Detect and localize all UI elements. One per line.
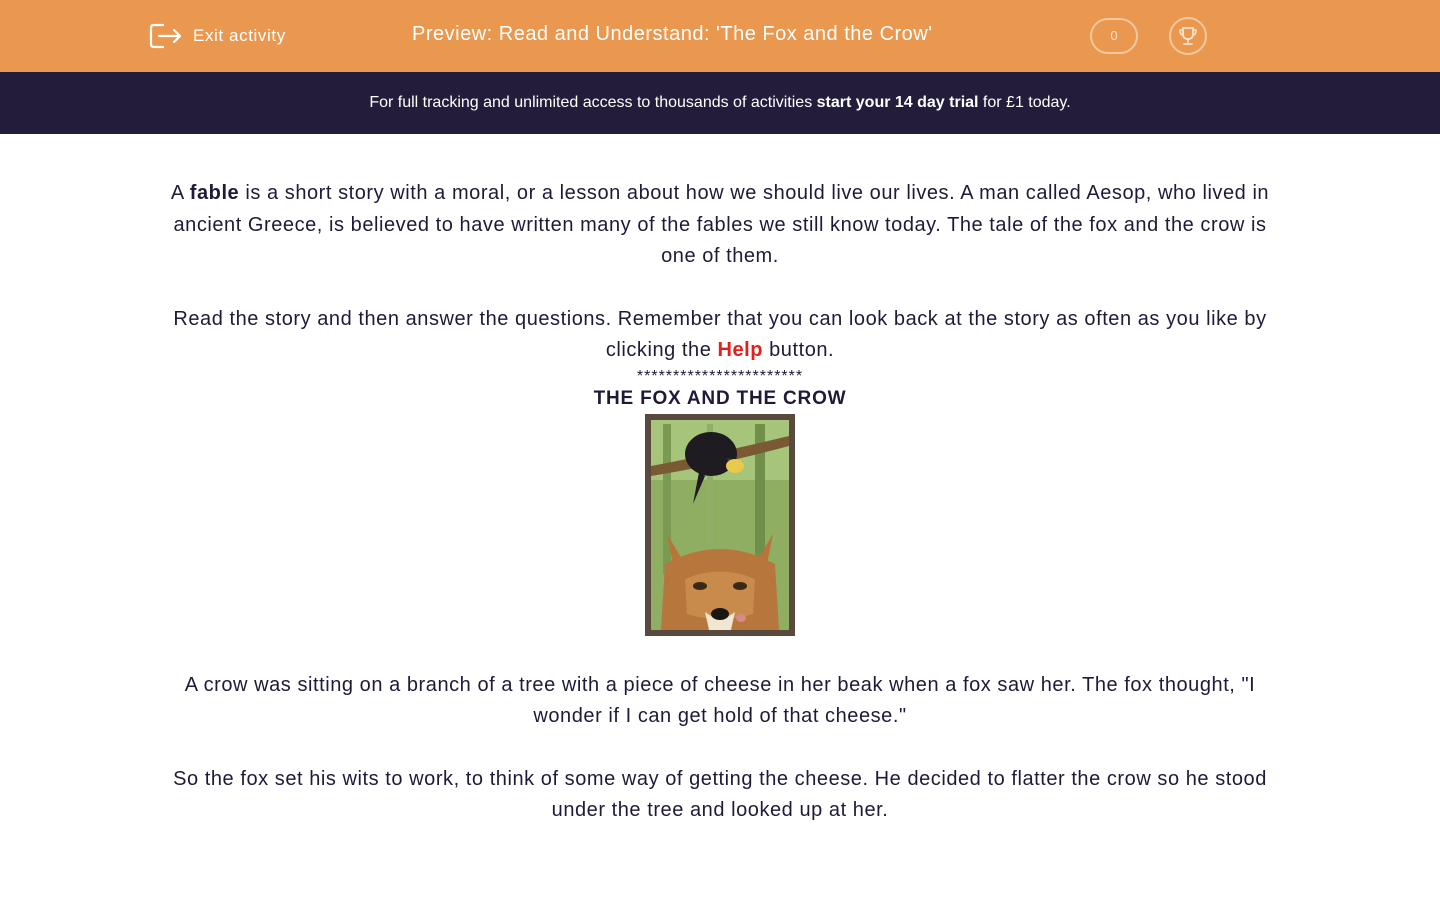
trophy-icon: [1177, 25, 1199, 47]
trial-link[interactable]: start your 14 day trial: [816, 94, 979, 111]
page-title: Preview: Read and Understand: 'The Fox and the Crow': [412, 23, 933, 45]
instructions-paragraph: [160, 304, 1280, 367]
story-paragraph-1: A crow was sitting on a branch of a tree with a piece of cheese in her beak when a fox saw her. The fox thought, "I wonder if I can get hold of that cheese.": [184, 673, 1256, 727]
instructions-text: Read the story and then answer the questions. Remember that you can look back at the story as often as you like by clicking the: [173, 307, 1267, 361]
banner-text: For full tracking and unlimited access to thousands of activities: [369, 94, 817, 111]
instructions-text-end: button.: [763, 339, 835, 361]
fox-and-crow-illustration: [645, 414, 795, 636]
trial-banner: [0, 72, 1440, 134]
separator-stars: ***********************: [636, 367, 804, 385]
intro-paragraph: [160, 178, 1280, 273]
story-paragraph-2: So the fox set his wits to work, to think of some way of getting the cheese. He decided to flatter the crow so he stood under the tree and looked up at her.: [173, 767, 1267, 821]
trophy-button[interactable]: [1169, 17, 1207, 55]
help-reference: Help: [717, 339, 764, 361]
intro-prefix: A: [170, 182, 190, 204]
fable-term: fable: [189, 182, 240, 204]
intro-text: is a short story with a moral, or a lesson about how we should live our lives. A man called Aesop, who lived in ancient Greece, is believed to have written many of the fables we still know today. The tale of the fox and the crow is one of them.: [173, 182, 1270, 267]
score-badge: 0: [1090, 18, 1138, 54]
exit-icon: [149, 22, 183, 50]
top-bar: [0, 0, 1440, 72]
banner-text-end: for £1 today.: [978, 94, 1071, 111]
story-heading: THE FOX AND THE CROW: [593, 387, 847, 409]
activity-content: [160, 178, 1280, 827]
exit-activity-label: Exit activity: [193, 26, 286, 45]
exit-activity-button[interactable]: [149, 20, 286, 52]
